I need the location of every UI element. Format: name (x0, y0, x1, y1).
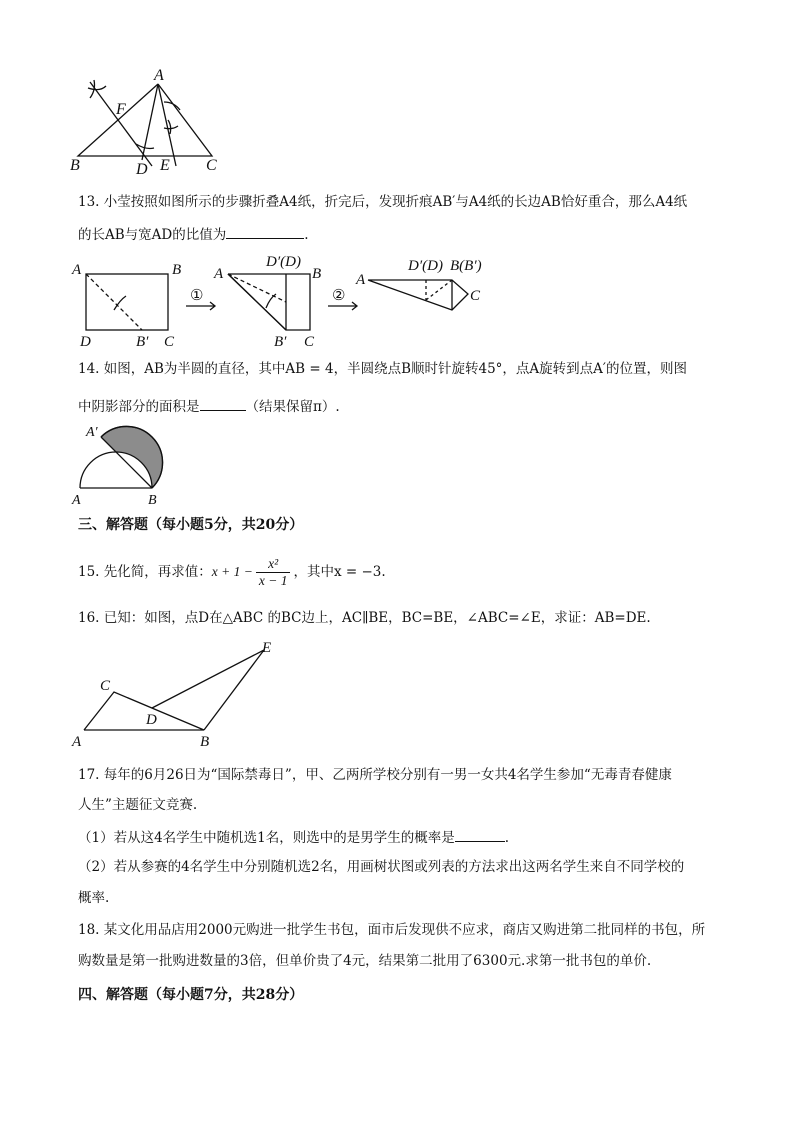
label-a: A (72, 734, 82, 750)
label-f: F (116, 101, 126, 118)
fold-arrow-1 (114, 296, 126, 310)
section4-heading: 四、解答题（每小题7分，共28分） (78, 987, 304, 1003)
label-c3: C (470, 288, 481, 304)
label-a1: A (72, 262, 82, 278)
a4-paper-rect (86, 274, 168, 330)
q13-line2-text: 的长AB与宽AD的比值为 (78, 227, 227, 243)
q13-line1: 13. 小莹按照如图所示的步骤折叠A4纸，折完后，发现折痕AB′与A4纸的长边AB恰好重合，那么A4纸 (78, 194, 688, 210)
label-step2: ② (332, 288, 346, 304)
q17-part1-end: . (504, 830, 510, 846)
q15-denominator: x − 1 (258, 573, 288, 588)
label-c1: C (164, 334, 175, 350)
q14-answer-blank[interactable] (200, 396, 246, 411)
q15-fraction (256, 556, 291, 589)
construction-arc-right (164, 102, 180, 110)
q15-expr-left: x + 1 − (211, 564, 253, 579)
label-e: E (262, 640, 272, 656)
q14-line2 (78, 396, 340, 416)
label-c: C (100, 678, 111, 694)
label-c2: C (304, 334, 315, 350)
q17-part2-line1: （2）若从参赛的4名学生中分别随机选2名，用画树状图或列表的方法求出这两名学生来自不同学校的 (78, 859, 685, 875)
line-be (204, 650, 264, 730)
perpendicular-bisector-line (90, 82, 152, 166)
q14-line1: 14. 如图，AB为半圆的直径，其中AB = 4，半圆绕点B顺时针旋转45°，点A旋转到点A′的位置，则图 (78, 361, 687, 377)
q17-part1 (78, 827, 509, 847)
line-de (152, 650, 264, 708)
q17-line2: 人生”主题征文竞赛. (78, 797, 198, 813)
q15-prefix: 15. 先化简，再求值： (78, 564, 212, 580)
label-b: B (70, 157, 80, 174)
label-e: E (160, 157, 170, 174)
triangle-abc (84, 692, 204, 730)
triangle-construction-figure (60, 62, 240, 177)
label-d: D (146, 712, 157, 728)
fold-diag-line-2 (228, 274, 286, 330)
fold-dashed-line-1 (86, 274, 142, 330)
label-dpd2: D′(D) (266, 254, 301, 270)
rotated-semicircle-figure (68, 420, 178, 508)
q14-line2-end: （结果保留π）. (245, 399, 340, 415)
label-c: C (206, 157, 217, 174)
fold-dashed-diag-3 (426, 280, 452, 300)
q15-line (78, 552, 386, 592)
label-d1: D (80, 334, 91, 350)
label-bbp3: B(B′) (450, 258, 482, 274)
triangle-abc-be-figure (66, 638, 286, 750)
q18-line1: 18. 某文化用品店用2000元购进一批学生书包，面市后发现供不应求，商店又购进第二批同样的书包，所 (78, 922, 706, 938)
label-d: D (136, 161, 148, 178)
q15-suffix: ，其中x = −3. (293, 564, 386, 580)
label-ap: A′ (86, 425, 98, 440)
label-a: A (72, 493, 81, 508)
label-b1: B (172, 262, 182, 278)
label-a: A (154, 67, 164, 84)
q17-part2-line2: 概率. (78, 890, 110, 906)
q13-line2 (78, 224, 309, 244)
q16-line: 16. 已知：如图，点D在△ABC 的BC边上，AC∥BE，BC=BE，∠ABC=∠E，求证：AB=DE. (78, 610, 651, 626)
label-dpd3: D′(D) (408, 258, 443, 274)
q13-answer-blank[interactable] (226, 224, 304, 239)
label-bp2: B′ (274, 334, 287, 350)
label-b2: B (312, 266, 322, 282)
label-b: B (200, 734, 210, 750)
fold-dashed-line-2 (228, 274, 286, 302)
label-b: B (148, 493, 157, 508)
label-a3: A (356, 272, 366, 288)
q14-line2-text: 中阴影部分的面积是 (78, 399, 200, 415)
q18-line2: 购数量是第一批购进数量的3倍，但单价贵了4元，结果第二批用了6300元.求第一批书包的单价. (78, 953, 652, 969)
folding-steps-figure (70, 254, 510, 354)
label-step1: ① (190, 288, 204, 304)
construction-arc-left (88, 86, 106, 90)
section3-heading: 三、解答题（每小题5分，共20分） (78, 517, 304, 533)
label-a2: A (214, 266, 224, 282)
q17-answer-blank[interactable] (455, 827, 505, 842)
q17-line1: 17. 每年的6月26日为“国际禁毒日”，甲、乙两所学校分别有一男一女共4名学生参加“无毒青春健康 (78, 767, 672, 783)
folded-paper-3 (368, 280, 468, 310)
q13-end: . (304, 227, 309, 243)
q15-numerator: x² (256, 556, 291, 573)
label-bp1: B′ (136, 334, 149, 350)
q17-part1-text: （1）若从这4名学生中随机选1名，则选中的是男学生的概率是 (78, 830, 455, 846)
